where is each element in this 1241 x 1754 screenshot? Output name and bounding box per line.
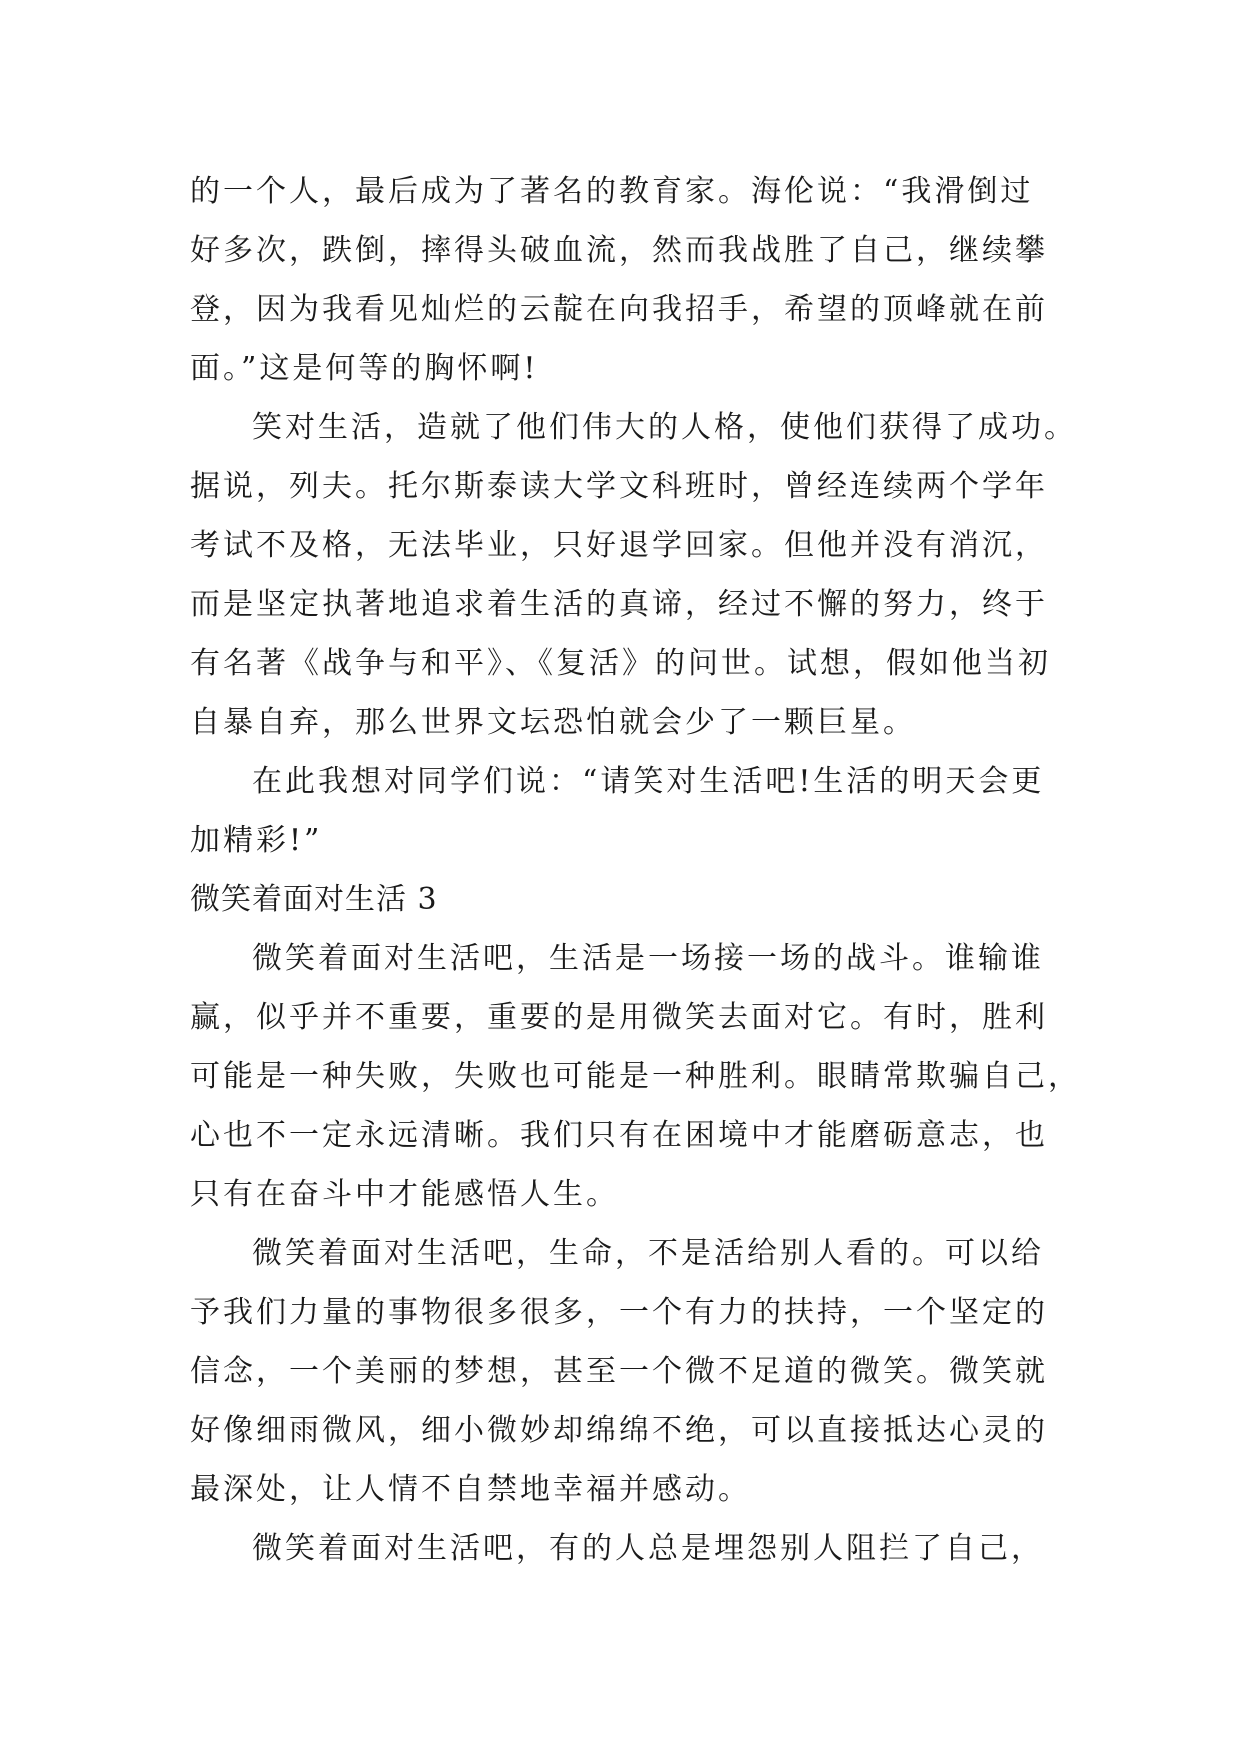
- text-line: 据说，列夫。托尔斯泰读大学文科班时，曾经连续两个学年: [190, 469, 1048, 504]
- text-line: 有名著《战争与和平》、《复活》的问世。试想，假如他当初: [190, 646, 1051, 681]
- text-line: 考试不及格，无法毕业，只好退学回家。但他并没有消沉，: [190, 528, 1048, 563]
- text-line: 自暴自弃，那么世界文坛恐怕就会少了一颗巨星。: [190, 705, 916, 740]
- text-line: 好多次，跌倒，摔得头破血流，然而我战胜了自己，继续攀: [190, 233, 1048, 268]
- text-line: 赢，似乎并不重要，重要的是用微笑去面对它。有时，胜利: [190, 1000, 1048, 1035]
- text-line: 登，因为我看见灿烂的云靛在向我招手，希望的顶峰就在前: [190, 292, 1048, 327]
- text-line: 只有在奋斗中才能感悟人生。: [190, 1177, 619, 1212]
- text-line: 心也不一定永远清晰。我们只有在困境中才能磨砺意志，也: [190, 1118, 1048, 1153]
- text-line: 最深处，让人情不自禁地幸福并感动。: [190, 1472, 751, 1507]
- text-line: 微笑着面对生活吧，生活是一场接一场的战斗。谁输谁: [252, 941, 1044, 976]
- text-line: 予我们力量的事物很多很多，一个有力的扶持，一个坚定的: [190, 1295, 1048, 1330]
- text-line: 好像细雨微风，细小微妙却绵绵不绝，可以直接抵达心灵的: [190, 1413, 1048, 1448]
- text-line: 微笑着面对生活吧，生命，不是活给别人看的。可以给: [252, 1236, 1044, 1271]
- text-line: 在此我想对同学们说：“请笑对生活吧!生活的明天会更: [252, 764, 1045, 799]
- text-line: 信念，一个美丽的梦想，甚至一个微不足道的微笑。微笑就: [190, 1354, 1048, 1389]
- text-line: 而是坚定执著地追求着生活的真谛，经过不懈的努力，终于: [190, 587, 1048, 622]
- text-line: 面。”这是何等的胸怀啊!: [190, 351, 539, 386]
- text-line: 可能是一种失败，失败也可能是一种胜利。眼睛常欺骗自己，: [190, 1059, 1081, 1094]
- text-line: 微笑着面对生活吧，有的人总是埋怨别人阻拦了自己，: [252, 1531, 1044, 1566]
- text-line: 加精彩!”: [190, 823, 323, 858]
- document-body: [190, 162, 1081, 1578]
- section-heading: 微笑着面对生活 3: [190, 882, 438, 917]
- text-line: 笑对生活，造就了他们伟大的人格，使他们获得了成功。: [252, 410, 1077, 445]
- text-line: 的一个人，最后成为了著名的教育家。海伦说：“我滑倒过: [190, 174, 1034, 209]
